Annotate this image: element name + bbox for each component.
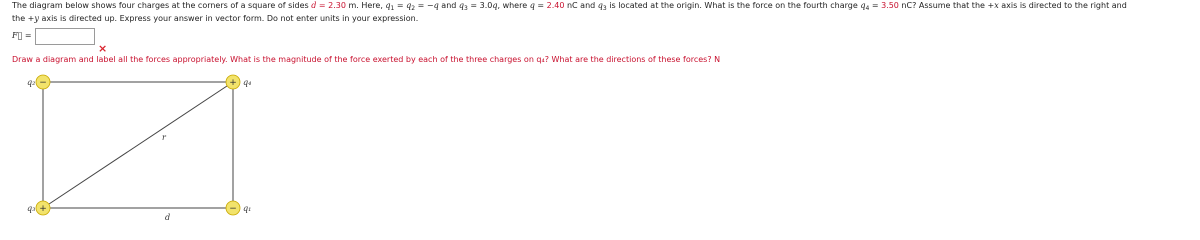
q-symbol: q — [529, 1, 535, 10]
charge-q1-sign: − — [229, 204, 237, 214]
q4-subscript: 4 — [865, 5, 870, 12]
equals: = — [394, 1, 407, 10]
d-value: 2.30 — [328, 1, 346, 10]
q4-symbol: q — [860, 1, 866, 10]
y-symbol: y — [34, 14, 39, 23]
instruction-text: Draw a diagram and label all the forces appropriately. What is the magnitude of the force exerted by each of the three charges on q₄? What are the directions of these forces? N — [12, 55, 721, 64]
charge-q3-sign: + — [39, 204, 47, 214]
question-text: The diagram below shows four charges at the corners of a square of sides — [12, 1, 312, 10]
label-q2: q₂ — [27, 78, 36, 87]
q3-subscript: 3 — [464, 5, 468, 12]
square-diagonal — [43, 82, 233, 208]
charge-q4-sign: + — [229, 78, 237, 88]
question-text: nC? Assume that the + — [898, 1, 995, 10]
force-vector-label: F⃗ = — [12, 31, 32, 40]
label-d: d — [165, 213, 171, 222]
question-text: is located at the origin. What is the force on the fourth charge — [606, 1, 861, 10]
incorrect-icon: × — [98, 42, 108, 55]
question-text: m. Here, — [345, 1, 386, 10]
question-text: axis is directed up. Express your answer in vector form. Do not enter units in your expression. — [38, 14, 419, 23]
question-text: and — [438, 1, 459, 10]
equals: = 3.0 — [467, 1, 493, 10]
question-text: axis is directed to the right and — [998, 1, 1127, 10]
q-value: 2.40 — [546, 1, 565, 10]
question-text: , where — [497, 1, 530, 10]
charge-q2-sign: − — [39, 78, 47, 88]
label-q3: q₃ — [27, 204, 36, 213]
q1-subscript: 1 — [390, 5, 395, 12]
question-text: nC and — [564, 1, 598, 10]
equals: = — [869, 1, 882, 10]
charge-q1 — [226, 201, 240, 215]
equals: = — [316, 1, 329, 10]
x-symbol: x — [994, 1, 999, 10]
q3-symbol: q — [458, 1, 465, 10]
q-symbol: q — [492, 1, 498, 10]
q3-symbol: q — [597, 1, 603, 10]
q4-value: 3.50 — [881, 1, 899, 10]
charge-q4 — [226, 75, 240, 89]
equals: = — [534, 1, 547, 10]
charge-q2 — [36, 75, 50, 89]
label-q4: q₄ — [243, 78, 252, 87]
d-symbol: d — [311, 1, 317, 10]
charge-q3 — [36, 201, 50, 215]
q2-subscript: 2 — [411, 5, 416, 12]
q1-symbol: q — [385, 1, 391, 10]
question-text: the + — [12, 14, 35, 23]
equals-minus: = − — [415, 1, 434, 10]
label-q1: q₁ — [243, 204, 252, 213]
q2-symbol: q — [406, 1, 412, 10]
label-r: r — [162, 133, 166, 142]
q-symbol: q — [433, 1, 439, 10]
q3-subscript: 3 — [602, 5, 607, 12]
